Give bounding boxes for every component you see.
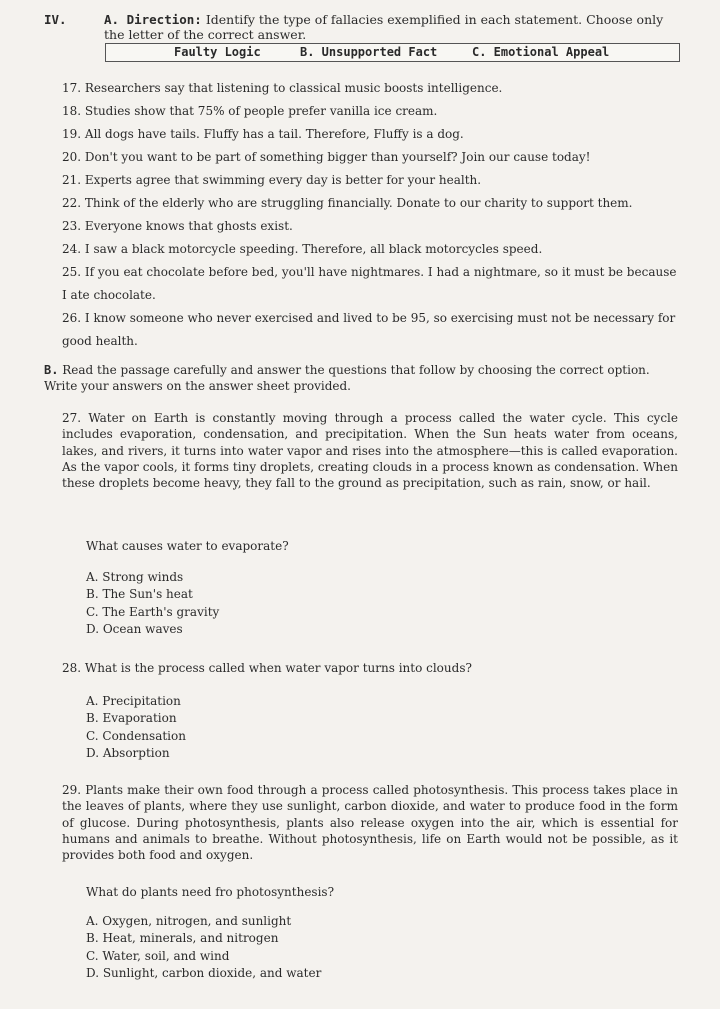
option-28b: B. Evaporation	[86, 711, 177, 726]
choice-c: C. Emotional Appeal	[472, 45, 610, 59]
option-29d: D. Sunlight, carbon dioxide, and water	[86, 965, 322, 980]
question-27-options	[86, 569, 219, 638]
statement-24: 24. I saw a black motorcycle speeding. Therefore, all black motorcycles speed.	[62, 242, 543, 256]
direction-body: Identify the type of fallacies exemplified in each statement. Choose only the letter of the correct answer.	[104, 12, 664, 42]
question-28-options	[86, 693, 186, 762]
option-27d: D. Ocean waves	[86, 621, 183, 636]
choices-box	[105, 43, 680, 62]
statement-19: 19. All dogs have tails. Fluffy has a tail. Therefore, Fluffy is a dog.	[62, 127, 464, 141]
passage-27: 27. Water on Earth is constantly moving through a process called the water cycle. This cycle includes evaporation, condensation, and precipitation. When the Sun heats water from oceans, lakes, and rivers, it turns into water vapor and rises into the atmosphere—this is called evaporation. As the vapor cools, it forms tiny droplets, creating clouds in a process known as condensation. When these droplets become heavy, they fall to the ground as precipitation, such as rain, snow, or hail.	[62, 411, 678, 491]
question-29-options	[86, 913, 321, 982]
option-28c: C. Condensation	[86, 728, 186, 743]
option-29a: A. Oxygen, nitrogen, and sunlight	[86, 914, 292, 928]
statement-23: 23. Everyone knows that ghosts exist.	[62, 219, 293, 233]
statement-20: 20. Don't you want to be part of something bigger than yourself? Join our cause today!	[62, 150, 591, 164]
option-28a: A. Precipitation	[86, 694, 181, 708]
passage-29: 29. Plants make their own food through a process called photosynthesis. This process takes place in the leaves of plants, where they use sunlight, carbon dioxide, and water to produce food in the form of glucose. During photosynthesis, plants also release oxygen into the air, which is essential for humans and animals to breathe. Without photosynthesis, life on Earth would not be possible, as it provides both food and oxygen.	[62, 783, 678, 863]
choice-a: Faulty Logic	[174, 45, 261, 59]
part-b-instruction	[44, 362, 680, 394]
statement-25: 25. If you eat chocolate before bed, you'll have nightmares. I had a nightmare, so it must be because I ate chocolate.	[62, 265, 677, 302]
choice-b: B. Unsupported Fact	[300, 45, 438, 59]
statement-18: 18. Studies show that 75% of people prefer vanilla ice cream.	[62, 104, 438, 118]
section-number: IV.	[44, 12, 67, 27]
option-27b: B. The Sun's heat	[86, 587, 193, 602]
part-b-text: Read the passage carefully and answer the questions that follow by choosing the correct option. Write your answers on the answer sheet provided.	[44, 363, 650, 393]
statement-17: 17. Researchers say that listening to classical music boosts intelligence.	[62, 81, 503, 95]
question-28-stem: 28. What is the process called when water vapor turns into clouds?	[62, 661, 472, 675]
direction-text	[104, 12, 682, 42]
option-29c: C. Water, soil, and wind	[86, 948, 230, 963]
direction-label: A. Direction:	[104, 12, 202, 27]
question-29-stem: What do plants need fro photosynthesis?	[86, 885, 335, 899]
statement-22: 22. Think of the elderly who are struggling financially. Donate to our charity to support them.	[62, 196, 633, 210]
statement-26: 26. I know someone who never exercised and lived to be 95, so exercising must not be necessary for good health.	[62, 311, 676, 348]
option-27c: C. The Earth's gravity	[86, 604, 220, 619]
option-29b: B. Heat, minerals, and nitrogen	[86, 931, 279, 946]
statement-21: 21. Experts agree that swimming every day is better for your health.	[62, 173, 482, 187]
option-27a: A. Strong winds	[86, 570, 184, 584]
part-b-label: B.	[44, 363, 59, 377]
question-27-stem: What causes water to evaporate?	[86, 539, 289, 553]
option-28d: D. Absorption	[86, 745, 170, 760]
